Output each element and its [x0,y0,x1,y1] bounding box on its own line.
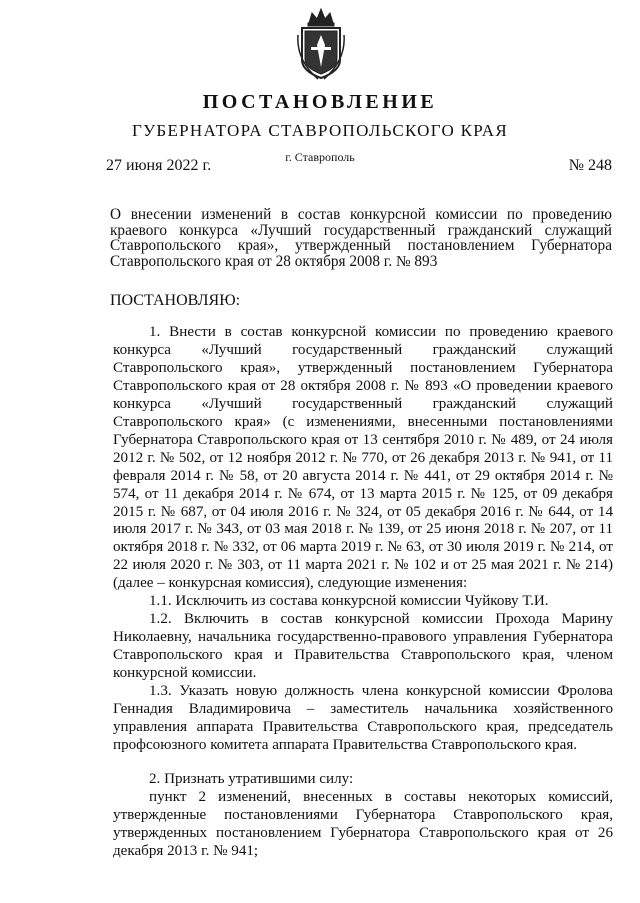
issuer-title: ГУБЕРНАТОРА СТАВРОПОЛЬСКОГО КРАЯ [131,121,509,140]
document-number: № 248 [568,157,612,174]
document-date: 27 июня 2022 г. [106,157,212,174]
document-body [113,324,613,861]
paragraph-1-1: 1.1. Исключить из состава конкурсной комиссии Чуйкову Т.И. [149,593,549,610]
paragraph-1-3: 1.3. Указать новую должность члена конкурсной комиссии Фролова Геннадия Владимировича – заместитель начальника хозяйственного управления аппарата Правительства Ставропольского края, председатель профсоюзного комитета аппарата Правительства Ставропольского края. [113,683,613,753]
decree-word: ПОСТАНОВЛЯЮ: [110,292,241,309]
paragraph-2-a: пункт 2 изменений, внесенных в составы некоторых комиссий, утвержденные постановлениями Губернатора Ставропольского края, утвержденных постановлением Губернатора Ставропольского края от 26 декабря 2013 г. № 941; [113,788,613,859]
paragraph-spacer [113,755,613,771]
city-label: г. Ставрополь [285,150,355,164]
paragraph-1-2: 1.2. Включить в состав конкурсной комиссии Прохода Марину Николаевну, начальника государственно-правового управления Губернатора Ставропольского края и Правительства Ставропольского края, членом конкурсной комиссии. [113,611,613,682]
document-subject: О внесении изменений в состав конкурсной комиссии по проведению краевого конкурса «Лучший государственный гражданский служащий Ставропольского края», утвержденный постановлением Губернатора Ставропольского края от 28 октября 2008 г. № 893 [110,206,612,270]
paragraph-1: 1. Внести в состав конкурсной комиссии по проведению краевого конкурса «Лучший государственный гражданский служащий Ставропольского края», утвержденный постановлением Губернатора Ставропольского края от 28 октября 2008 г. № 893 «О проведении краевого конкурса «Лучший государственный гражданский служащий Ставропольского края» (с изменениями, внесенными постановлениями Губернатора Ставропольского края от 13 сентября 2010 г. № 489, от 24 июля 2012 г. № 502, от 12 ноября 2012 г. № 770, от 26 декабря 2013 г. № 941, от 11 февраля 2014 г. № 58, от 20 августа 2014 г. № 441, от 29 октября 2014 г. № 574, от 11 декабря 2014 г. № 674, от 13 марта 2015 г. № 125, от 09 декабря 2015 г. № 687, от 04 июля 2016 г. № 324, от 05 декабря 2016 г. № 644, от 14 июля 2017 г. № 343, от 03 мая 2018 г. № 139, от 25 июня 2018 г. № 207, от 11 октября 2018 г. № 332, от 06 марта 2019 г. № 63, от 30 июля 2019 г. № 214, от 22 июля 2020 г. № 303, от 11 марта 2021 г. № 102 и от 25 мая 2021 г. № 214) (далее – конкурсная комиссия), следующие изменения: [113,324,613,592]
coat-of-arms-emblem [296,5,346,81]
paragraph-2: 2. Признать утратившими силу: [149,770,354,787]
document-title: ПОСТАНОВЛЕНИЕ [202,91,438,113]
